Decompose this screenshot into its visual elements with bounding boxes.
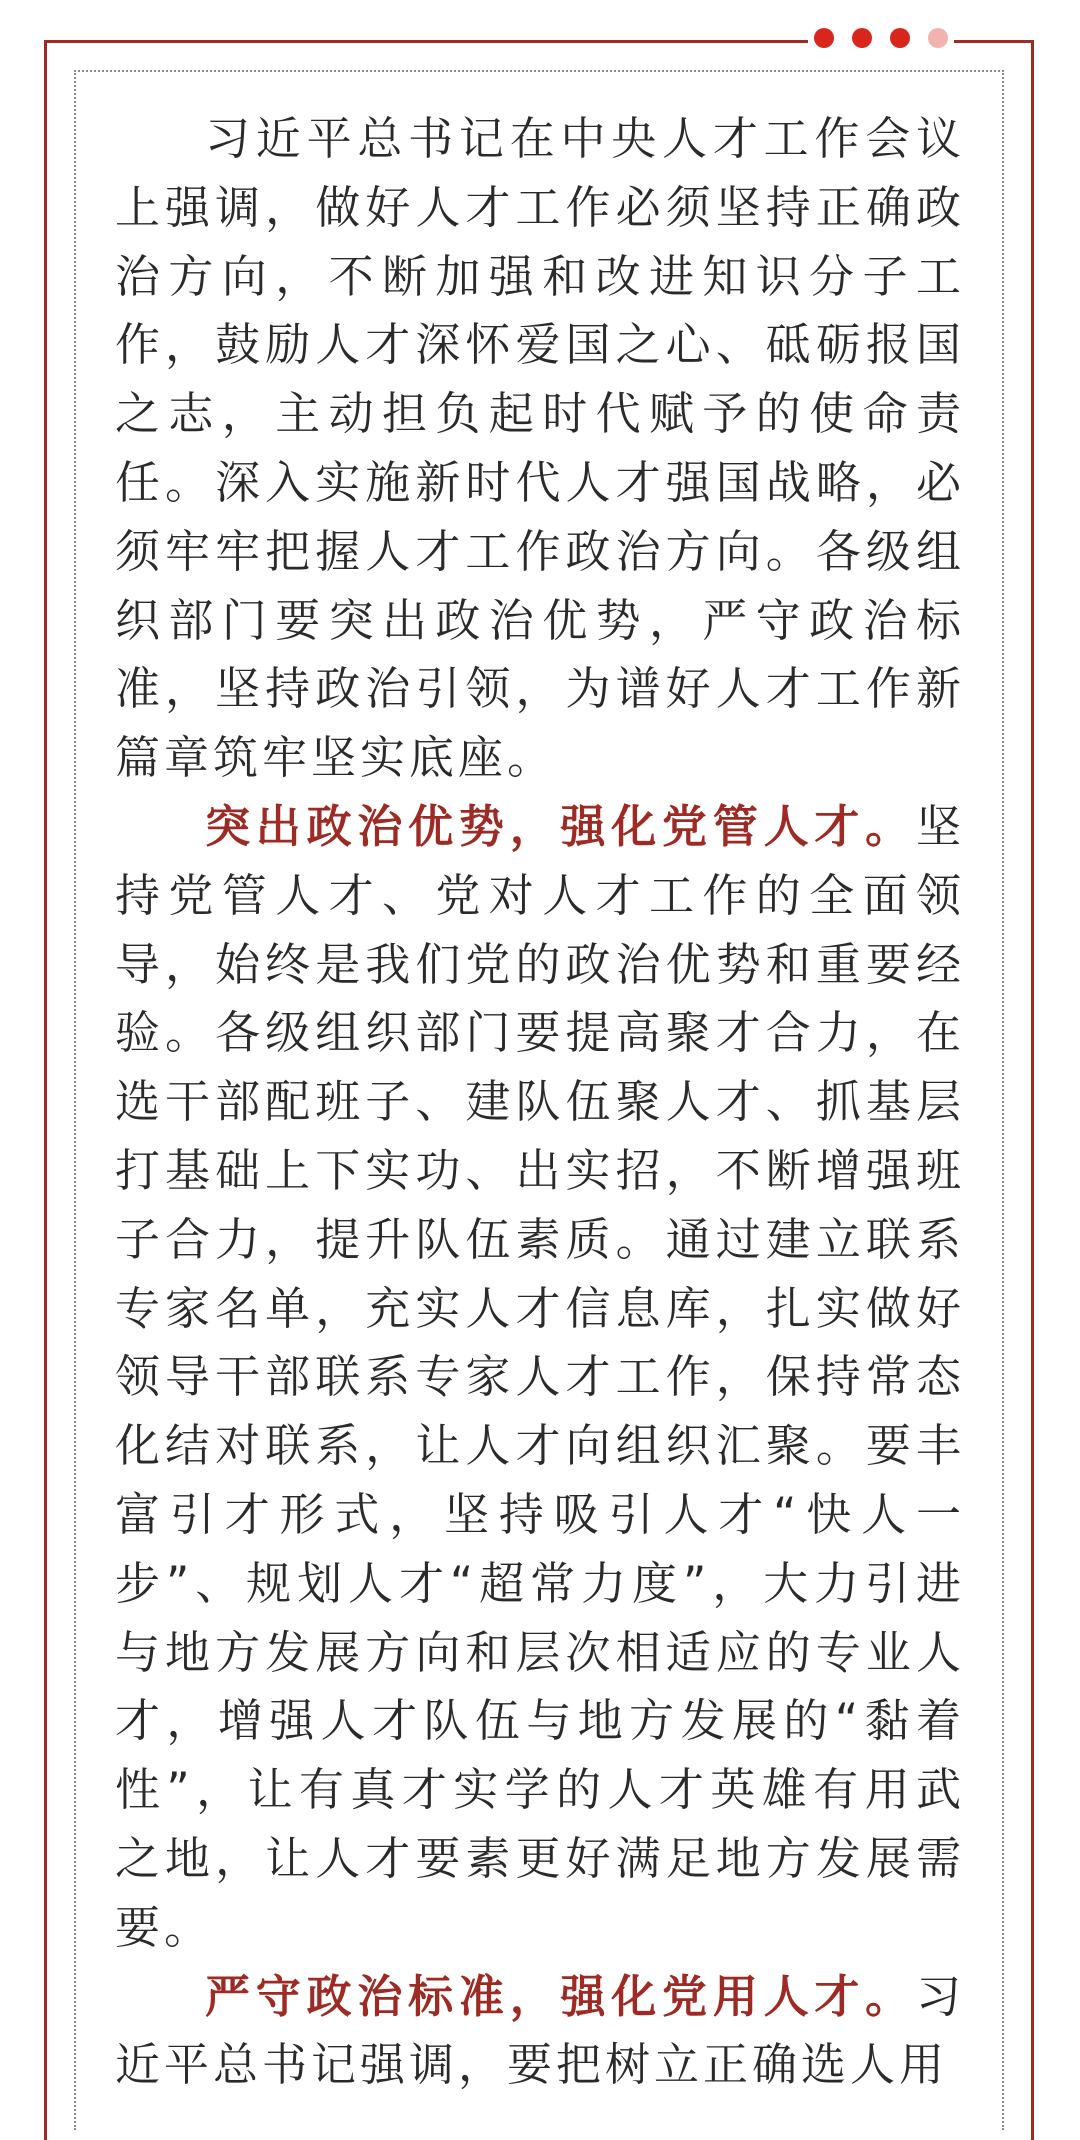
decor-dot-3 [890,28,910,48]
decor-dot-4 [928,28,948,48]
paragraph-text: 坚持党管人才、党对人才工作的全面领导，始终是我们党的政治优势和重要经验。各级组织部门要提高聚才合力，在选干部配班子、建队伍聚人才、抓基层打基础上下实功、出实招，不断增强班子合力，提升队伍素质。通过建立联系专家名单，充实人才信息库，扎实做好领导干部联系专家人才工作，保持常态化结对联系，让人才向组织汇聚。要丰富引才形式，坚持吸引人才“快人一步”、规划人才“超常力度”，大力引进与地方发展方向和层次相适应的专业人才，增强人才队伍与地方发展的“黏着性”，让有真才实学的人才英雄有用武之地，让人才要素更好满足地方发展需要。 [115,799,965,1954]
paragraph-lead: 突出政治优势，强化党管人才。 [205,799,916,853]
article-paragraph [115,1963,965,2101]
paragraph-lead: 严守政治标准，强化党用人才。 [205,1969,916,2023]
paragraph-text: 习近平总书记在中央人才工作会议上强调，做好人才工作必须坚持正确政治方向，不断加强和改进知识分子工作，鼓励人才深怀爱国之心、砥砺报国之志，主动担负起时代赋予的使命责任。深入实施新时代人才强国战略，必须牢牢把握人才工作政治方向。各级组织部门要突出政治优势，严守政治标准，坚持政治引领，为谱好人才工作新篇章筑牢坚实底座。 [115,112,965,785]
article-paragraph [115,105,965,793]
article-paragraph [115,793,965,1963]
decor-dot-1 [814,28,834,48]
article-body [115,105,965,2100]
paragraph-text: 习近平总书记强调，要把树立正确选人用 [115,1969,965,2092]
decor-dot-2 [852,28,872,48]
decorative-dots [808,28,954,48]
